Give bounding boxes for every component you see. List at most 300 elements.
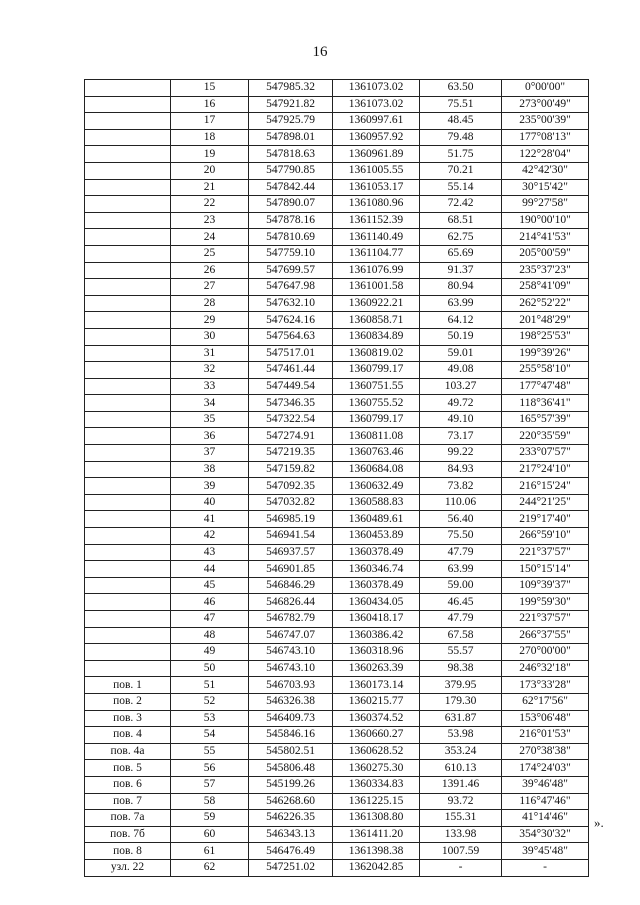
bearing-cell: 244°21'25" — [502, 494, 589, 511]
x-coordinate-cell: 547699.57 — [249, 262, 333, 279]
point-type-cell — [85, 544, 171, 561]
bearing-cell: 255°58'10" — [502, 362, 589, 379]
table-row — [85, 312, 589, 329]
bearing-cell: 258°41'09" — [502, 279, 589, 296]
length-cell: 93.72 — [420, 793, 502, 810]
x-coordinate-cell: 547564.63 — [249, 328, 333, 345]
length-cell: 75.50 — [420, 528, 502, 545]
length-cell: 59.00 — [420, 577, 502, 594]
table-row — [85, 810, 589, 827]
closing-quote-mark: ». — [594, 815, 604, 830]
coordinates-table-body — [85, 80, 589, 877]
bearing-cell: 235°00'39" — [502, 113, 589, 130]
y-coordinate-cell: 1361225.15 — [333, 793, 420, 810]
length-cell: 84.93 — [420, 461, 502, 478]
y-coordinate-cell: 1361152.39 — [333, 212, 420, 229]
bearing-cell: 235°37'23" — [502, 262, 589, 279]
table-row — [85, 362, 589, 379]
table-row — [85, 129, 589, 146]
length-cell: 155.31 — [420, 810, 502, 827]
point-number-cell: 39 — [171, 478, 249, 495]
length-cell: 79.48 — [420, 129, 502, 146]
point-number-cell: 48 — [171, 627, 249, 644]
bearing-cell: 205°00'59" — [502, 245, 589, 262]
length-cell: 610.13 — [420, 760, 502, 777]
point-number-cell: 24 — [171, 229, 249, 246]
x-coordinate-cell: 546268.60 — [249, 793, 333, 810]
point-number-cell: 26 — [171, 262, 249, 279]
x-coordinate-cell: 546476.49 — [249, 843, 333, 860]
y-coordinate-cell: 1360318.96 — [333, 644, 420, 661]
bearing-cell: - — [502, 859, 589, 876]
bearing-cell: 30°15'42" — [502, 179, 589, 196]
y-coordinate-cell: 1361005.55 — [333, 162, 420, 179]
length-cell: 99.22 — [420, 445, 502, 462]
x-coordinate-cell: 547092.35 — [249, 478, 333, 495]
length-cell: 75.51 — [420, 96, 502, 113]
length-cell: 379.95 — [420, 677, 502, 694]
bearing-cell: 198°25'53" — [502, 328, 589, 345]
point-number-cell: 50 — [171, 660, 249, 677]
y-coordinate-cell: 1360628.52 — [333, 743, 420, 760]
bearing-cell: 39°45'48" — [502, 843, 589, 860]
bearing-cell: 219°17'40" — [502, 511, 589, 528]
length-cell: 67.58 — [420, 627, 502, 644]
point-type-cell — [85, 411, 171, 428]
bearing-cell: 216°01'53" — [502, 727, 589, 744]
x-coordinate-cell: 546326.38 — [249, 693, 333, 710]
point-number-cell: 31 — [171, 345, 249, 362]
table-row — [85, 445, 589, 462]
y-coordinate-cell: 1360489.61 — [333, 511, 420, 528]
point-number-cell: 51 — [171, 677, 249, 694]
point-number-cell: 34 — [171, 395, 249, 412]
length-cell: 47.79 — [420, 544, 502, 561]
point-number-cell: 15 — [171, 80, 249, 97]
point-type-cell: пов. 7а — [85, 810, 171, 827]
point-number-cell: 52 — [171, 693, 249, 710]
point-type-cell: узл. 22 — [85, 859, 171, 876]
point-number-cell: 53 — [171, 710, 249, 727]
table-row — [85, 411, 589, 428]
table-row — [85, 577, 589, 594]
point-number-cell: 30 — [171, 328, 249, 345]
point-type-cell — [85, 611, 171, 628]
x-coordinate-cell: 547890.07 — [249, 196, 333, 213]
length-cell: 179.30 — [420, 693, 502, 710]
point-number-cell: 36 — [171, 428, 249, 445]
point-type-cell: пов. 6 — [85, 776, 171, 793]
bearing-cell: 39°46'48" — [502, 776, 589, 793]
table-row — [85, 760, 589, 777]
table-row — [85, 229, 589, 246]
table-row — [85, 660, 589, 677]
table-row — [85, 80, 589, 97]
bearing-cell: 177°47'48" — [502, 378, 589, 395]
table-row — [85, 843, 589, 860]
point-type-cell — [85, 96, 171, 113]
coordinates-table — [84, 79, 589, 877]
y-coordinate-cell: 1360834.89 — [333, 328, 420, 345]
y-coordinate-cell: 1361001.58 — [333, 279, 420, 296]
point-type-cell: пов. 4а — [85, 743, 171, 760]
table-row — [85, 677, 589, 694]
length-cell: 68.51 — [420, 212, 502, 229]
length-cell: 48.45 — [420, 113, 502, 130]
x-coordinate-cell: 547878.16 — [249, 212, 333, 229]
length-cell: 46.45 — [420, 594, 502, 611]
point-type-cell — [85, 445, 171, 462]
table-row — [85, 793, 589, 810]
point-type-cell — [85, 660, 171, 677]
y-coordinate-cell: 1360799.17 — [333, 411, 420, 428]
point-type-cell: пов. 4 — [85, 727, 171, 744]
length-cell: 65.69 — [420, 245, 502, 262]
point-number-cell: 33 — [171, 378, 249, 395]
point-type-cell — [85, 594, 171, 611]
point-number-cell: 49 — [171, 644, 249, 661]
bearing-cell: 262°52'22" — [502, 295, 589, 312]
bearing-cell: 150°15'14" — [502, 561, 589, 578]
point-number-cell: 32 — [171, 362, 249, 379]
x-coordinate-cell: 547818.63 — [249, 146, 333, 163]
y-coordinate-cell: 1360215.77 — [333, 693, 420, 710]
y-coordinate-cell: 1360751.55 — [333, 378, 420, 395]
table-row — [85, 428, 589, 445]
table-row — [85, 245, 589, 262]
y-coordinate-cell: 1361308.80 — [333, 810, 420, 827]
x-coordinate-cell: 546226.35 — [249, 810, 333, 827]
table-row — [85, 478, 589, 495]
point-type-cell — [85, 179, 171, 196]
length-cell: 353.24 — [420, 743, 502, 760]
x-coordinate-cell: 547449.54 — [249, 378, 333, 395]
bearing-cell: 354°30'32" — [502, 826, 589, 843]
table-row — [85, 262, 589, 279]
point-number-cell: 62 — [171, 859, 249, 876]
x-coordinate-cell: 546846.29 — [249, 577, 333, 594]
length-cell: 49.72 — [420, 395, 502, 412]
point-type-cell — [85, 378, 171, 395]
point-number-cell: 40 — [171, 494, 249, 511]
x-coordinate-cell: 547624.16 — [249, 312, 333, 329]
point-number-cell: 37 — [171, 445, 249, 462]
table-row — [85, 627, 589, 644]
table-row — [85, 212, 589, 229]
point-type-cell — [85, 113, 171, 130]
point-type-cell — [85, 627, 171, 644]
table-row — [85, 859, 589, 876]
y-coordinate-cell: 1360275.30 — [333, 760, 420, 777]
point-type-cell: пов. 5 — [85, 760, 171, 777]
bearing-cell: 233°07'57" — [502, 445, 589, 462]
bearing-cell: 165°57'39" — [502, 411, 589, 428]
point-number-cell: 21 — [171, 179, 249, 196]
bearing-cell: 273°00'49" — [502, 96, 589, 113]
point-number-cell: 45 — [171, 577, 249, 594]
length-cell: 80.94 — [420, 279, 502, 296]
length-cell: 73.82 — [420, 478, 502, 495]
point-number-cell: 55 — [171, 743, 249, 760]
bearing-cell: 42°42'30" — [502, 162, 589, 179]
point-type-cell — [85, 362, 171, 379]
point-type-cell — [85, 395, 171, 412]
bearing-cell: 118°36'41" — [502, 395, 589, 412]
y-coordinate-cell: 1360922.21 — [333, 295, 420, 312]
length-cell: 73.17 — [420, 428, 502, 445]
bearing-cell: 62°17'56" — [502, 693, 589, 710]
bearing-cell: 266°59'10" — [502, 528, 589, 545]
y-coordinate-cell: 1360374.52 — [333, 710, 420, 727]
length-cell: 63.99 — [420, 561, 502, 578]
x-coordinate-cell: 547842.44 — [249, 179, 333, 196]
table-row — [85, 279, 589, 296]
y-coordinate-cell: 1360588.83 — [333, 494, 420, 511]
length-cell: 53.98 — [420, 727, 502, 744]
table-row — [85, 511, 589, 528]
table-row — [85, 693, 589, 710]
y-coordinate-cell: 1361411.20 — [333, 826, 420, 843]
length-cell: 51.75 — [420, 146, 502, 163]
point-number-cell: 44 — [171, 561, 249, 578]
bearing-cell: 41°14'46" — [502, 810, 589, 827]
y-coordinate-cell: 1360799.17 — [333, 362, 420, 379]
x-coordinate-cell: 547632.10 — [249, 295, 333, 312]
point-type-cell — [85, 328, 171, 345]
x-coordinate-cell: 547921.82 — [249, 96, 333, 113]
bearing-cell: 220°35'59" — [502, 428, 589, 445]
x-coordinate-cell: 547274.91 — [249, 428, 333, 445]
y-coordinate-cell: 1361076.99 — [333, 262, 420, 279]
point-type-cell: пов. 3 — [85, 710, 171, 727]
bearing-cell: 216°15'24" — [502, 478, 589, 495]
x-coordinate-cell: 547159.82 — [249, 461, 333, 478]
point-number-cell: 61 — [171, 843, 249, 860]
y-coordinate-cell: 1360632.49 — [333, 478, 420, 495]
x-coordinate-cell: 547925.79 — [249, 113, 333, 130]
length-cell: 55.14 — [420, 179, 502, 196]
table-row — [85, 345, 589, 362]
x-coordinate-cell: 547647.98 — [249, 279, 333, 296]
bearing-cell: 0°00'00" — [502, 80, 589, 97]
length-cell: 50.19 — [420, 328, 502, 345]
point-number-cell: 54 — [171, 727, 249, 744]
y-coordinate-cell: 1360819.02 — [333, 345, 420, 362]
length-cell: - — [420, 859, 502, 876]
length-cell: 55.57 — [420, 644, 502, 661]
point-type-cell — [85, 212, 171, 229]
x-coordinate-cell: 545846.16 — [249, 727, 333, 744]
x-coordinate-cell: 545806.48 — [249, 760, 333, 777]
y-coordinate-cell: 1360418.17 — [333, 611, 420, 628]
bearing-cell: 177°08'13" — [502, 129, 589, 146]
length-cell: 59.01 — [420, 345, 502, 362]
point-number-cell: 47 — [171, 611, 249, 628]
table-row — [85, 295, 589, 312]
point-number-cell: 28 — [171, 295, 249, 312]
x-coordinate-cell: 547461.44 — [249, 362, 333, 379]
point-type-cell — [85, 196, 171, 213]
bearing-cell: 246°32'18" — [502, 660, 589, 677]
y-coordinate-cell: 1360378.49 — [333, 544, 420, 561]
x-coordinate-cell: 545199.26 — [249, 776, 333, 793]
bearing-cell: 266°37'55" — [502, 627, 589, 644]
table-row — [85, 561, 589, 578]
bearing-cell: 214°41'53" — [502, 229, 589, 246]
x-coordinate-cell: 546743.10 — [249, 660, 333, 677]
point-type-cell — [85, 478, 171, 495]
point-type-cell — [85, 494, 171, 511]
point-number-cell: 57 — [171, 776, 249, 793]
point-number-cell: 59 — [171, 810, 249, 827]
y-coordinate-cell: 1360811.08 — [333, 428, 420, 445]
y-coordinate-cell: 1361073.02 — [333, 96, 420, 113]
table-row — [85, 378, 589, 395]
point-type-cell — [85, 295, 171, 312]
x-coordinate-cell: 547517.01 — [249, 345, 333, 362]
bearing-cell: 221°37'57" — [502, 611, 589, 628]
table-row — [85, 113, 589, 130]
point-number-cell: 22 — [171, 196, 249, 213]
x-coordinate-cell: 547790.85 — [249, 162, 333, 179]
point-type-cell: пов. 7 — [85, 793, 171, 810]
bearing-cell: 217°24'10" — [502, 461, 589, 478]
bearing-cell: 109°39'37" — [502, 577, 589, 594]
length-cell: 103.27 — [420, 378, 502, 395]
y-coordinate-cell: 1361073.02 — [333, 80, 420, 97]
x-coordinate-cell: 547032.82 — [249, 494, 333, 511]
y-coordinate-cell: 1360378.49 — [333, 577, 420, 594]
length-cell: 64.12 — [420, 312, 502, 329]
table-row — [85, 743, 589, 760]
y-coordinate-cell: 1360858.71 — [333, 312, 420, 329]
point-type-cell — [85, 561, 171, 578]
page-number: 16 — [312, 44, 328, 60]
y-coordinate-cell: 1360346.74 — [333, 561, 420, 578]
x-coordinate-cell: 547219.35 — [249, 445, 333, 462]
length-cell: 56.40 — [420, 511, 502, 528]
point-type-cell — [85, 229, 171, 246]
bearing-cell: 221°37'57" — [502, 544, 589, 561]
length-cell: 91.37 — [420, 262, 502, 279]
x-coordinate-cell: 546782.79 — [249, 611, 333, 628]
table-row — [85, 196, 589, 213]
point-number-cell: 17 — [171, 113, 249, 130]
table-row — [85, 461, 589, 478]
table-row — [85, 727, 589, 744]
table-row — [85, 162, 589, 179]
point-number-cell: 20 — [171, 162, 249, 179]
length-cell: 1391.46 — [420, 776, 502, 793]
x-coordinate-cell: 547810.69 — [249, 229, 333, 246]
x-coordinate-cell: 547985.32 — [249, 80, 333, 97]
bearing-cell: 199°59'30" — [502, 594, 589, 611]
table-row — [85, 644, 589, 661]
bearing-cell: 116°47'46" — [502, 793, 589, 810]
bearing-cell: 153°06'48" — [502, 710, 589, 727]
table-row — [85, 328, 589, 345]
point-type-cell — [85, 312, 171, 329]
point-type-cell — [85, 279, 171, 296]
point-type-cell — [85, 345, 171, 362]
point-type-cell — [85, 80, 171, 97]
point-type-cell — [85, 511, 171, 528]
y-coordinate-cell: 1360755.52 — [333, 395, 420, 412]
table-row — [85, 146, 589, 163]
length-cell: 110.06 — [420, 494, 502, 511]
bearing-cell: 270°38'38" — [502, 743, 589, 760]
point-number-cell: 19 — [171, 146, 249, 163]
table-row — [85, 96, 589, 113]
x-coordinate-cell: 547898.01 — [249, 129, 333, 146]
x-coordinate-cell: 546343.13 — [249, 826, 333, 843]
point-type-cell — [85, 262, 171, 279]
y-coordinate-cell: 1360660.27 — [333, 727, 420, 744]
point-type-cell — [85, 162, 171, 179]
length-cell: 98.38 — [420, 660, 502, 677]
point-type-cell: пов. 2 — [85, 693, 171, 710]
table-row — [85, 494, 589, 511]
y-coordinate-cell: 1360997.61 — [333, 113, 420, 130]
length-cell: 133.98 — [420, 826, 502, 843]
length-cell: 70.21 — [420, 162, 502, 179]
length-cell: 631.87 — [420, 710, 502, 727]
x-coordinate-cell: 547759.10 — [249, 245, 333, 262]
point-number-cell: 18 — [171, 129, 249, 146]
x-coordinate-cell: 546703.93 — [249, 677, 333, 694]
bearing-cell: 201°48'29" — [502, 312, 589, 329]
point-number-cell: 56 — [171, 760, 249, 777]
length-cell: 49.08 — [420, 362, 502, 379]
y-coordinate-cell: 1361080.96 — [333, 196, 420, 213]
point-type-cell — [85, 129, 171, 146]
point-number-cell: 35 — [171, 411, 249, 428]
point-type-cell — [85, 461, 171, 478]
table-row — [85, 179, 589, 196]
bearing-cell: 173°33'28" — [502, 677, 589, 694]
table-row — [85, 611, 589, 628]
y-coordinate-cell: 1362042.85 — [333, 859, 420, 876]
point-type-cell: пов. 8 — [85, 843, 171, 860]
x-coordinate-cell: 546409.73 — [249, 710, 333, 727]
bearing-cell: 122°28'04" — [502, 146, 589, 163]
point-number-cell: 25 — [171, 245, 249, 262]
x-coordinate-cell: 547322.54 — [249, 411, 333, 428]
point-number-cell: 29 — [171, 312, 249, 329]
point-type-cell — [85, 528, 171, 545]
length-cell: 62.75 — [420, 229, 502, 246]
point-type-cell — [85, 644, 171, 661]
point-type-cell: пов. 1 — [85, 677, 171, 694]
x-coordinate-cell: 547251.02 — [249, 859, 333, 876]
table-row — [85, 710, 589, 727]
bearing-cell: 190°00'10" — [502, 212, 589, 229]
x-coordinate-cell: 546941.54 — [249, 528, 333, 545]
y-coordinate-cell: 1360386.42 — [333, 627, 420, 644]
bearing-cell: 99°27'58" — [502, 196, 589, 213]
table-row — [85, 594, 589, 611]
point-type-cell — [85, 146, 171, 163]
y-coordinate-cell: 1360957.92 — [333, 129, 420, 146]
point-number-cell: 43 — [171, 544, 249, 561]
table-row — [85, 528, 589, 545]
x-coordinate-cell: 546747.07 — [249, 627, 333, 644]
bearing-cell: 199°39'26" — [502, 345, 589, 362]
y-coordinate-cell: 1360263.39 — [333, 660, 420, 677]
point-number-cell: 38 — [171, 461, 249, 478]
bearing-cell: 270°00'00" — [502, 644, 589, 661]
length-cell: 49.10 — [420, 411, 502, 428]
